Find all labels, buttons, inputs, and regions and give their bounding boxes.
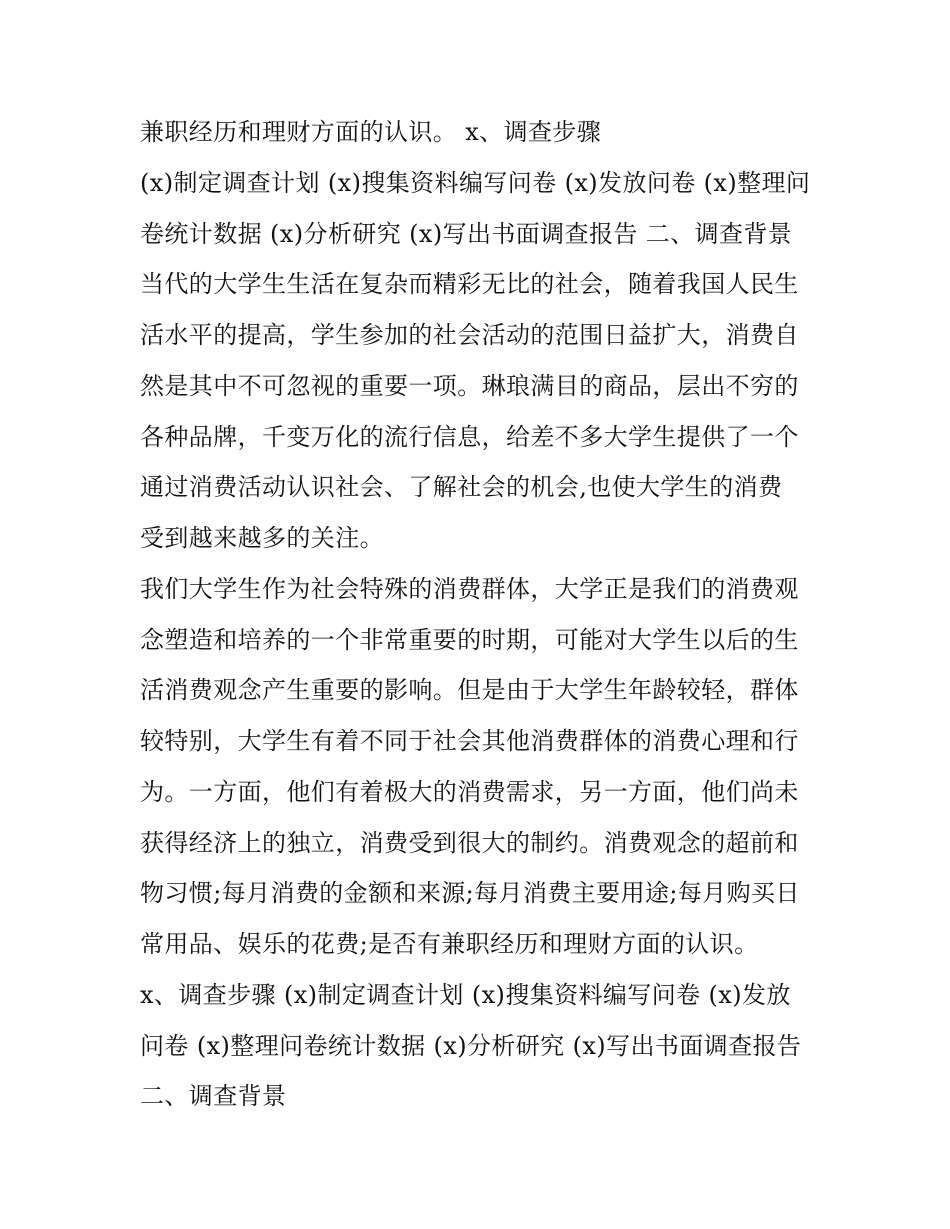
text-line: 物习惯;每月消费的金额和来源;每月消费主要用途;每月购买日 [140,879,800,908]
text-line: (x)制定调查计划 (x)搜集资料编写问卷 (x)发放问卷 (x)整理问 [140,168,811,197]
text-line: 我们大学生作为社会特殊的消费群体，大学正是我们的消费观 [140,574,799,603]
text-line: 兼职经历和理财方面的认识。 x、调查步骤 [140,118,602,146]
text-line: x、调查步骤 (x)制定调查计划 (x)搜集资料编写问卷 (x)发放 [140,980,791,1009]
body-text [140,107,820,1122]
text-line: 二、调查背景 [140,1082,287,1111]
text-line: 较特别，大学生有着不同于社会其他消费群体的消费心理和行 [140,727,799,755]
text-line: 为。一方面，他们有着极大的消费需求，另一方面，他们尚未 [140,777,799,806]
text-line: 念塑造和培养的一个非常重要的时期，可能对大学生以后的生 [140,625,799,654]
text-line: 常用品、娱乐的花费;是否有兼职经历和理财方面的认识。 [140,930,759,958]
text-line: 卷统计数据 (x)分析研究 (x)写出书面调查报告 二、调查背景 [140,219,793,248]
text-line: 然是其中不可忽视的重要一项。琳琅满目的商品，层出不穷的 [140,371,799,400]
text-line: 通过消费活动认识社会、了解社会的机会,也使大学生的消费 [140,473,783,502]
text-line: 各种品牌，千变万化的流行信息，给差不多大学生提供了一个 [140,422,799,451]
text-line: 活消费观念产生重要的影响。但是由于大学生年龄较轻，群体 [140,676,799,705]
text-line: 获得经济上的独立，消费受到很大的制约。消费观念的超前和 [140,828,799,857]
text-line: 问卷 (x)整理问卷统计数据 (x)分析研究 (x)写出书面调查报告 [140,1031,802,1060]
text-line: 当代的大学生生活在复杂而精彩无比的社会，随着我国人民生 [140,270,799,299]
text-line: 受到越来越多的关注。 [140,524,384,552]
text-line: 活水平的提高，学生参加的社会活动的范围日益扩大，消费自 [140,321,799,349]
